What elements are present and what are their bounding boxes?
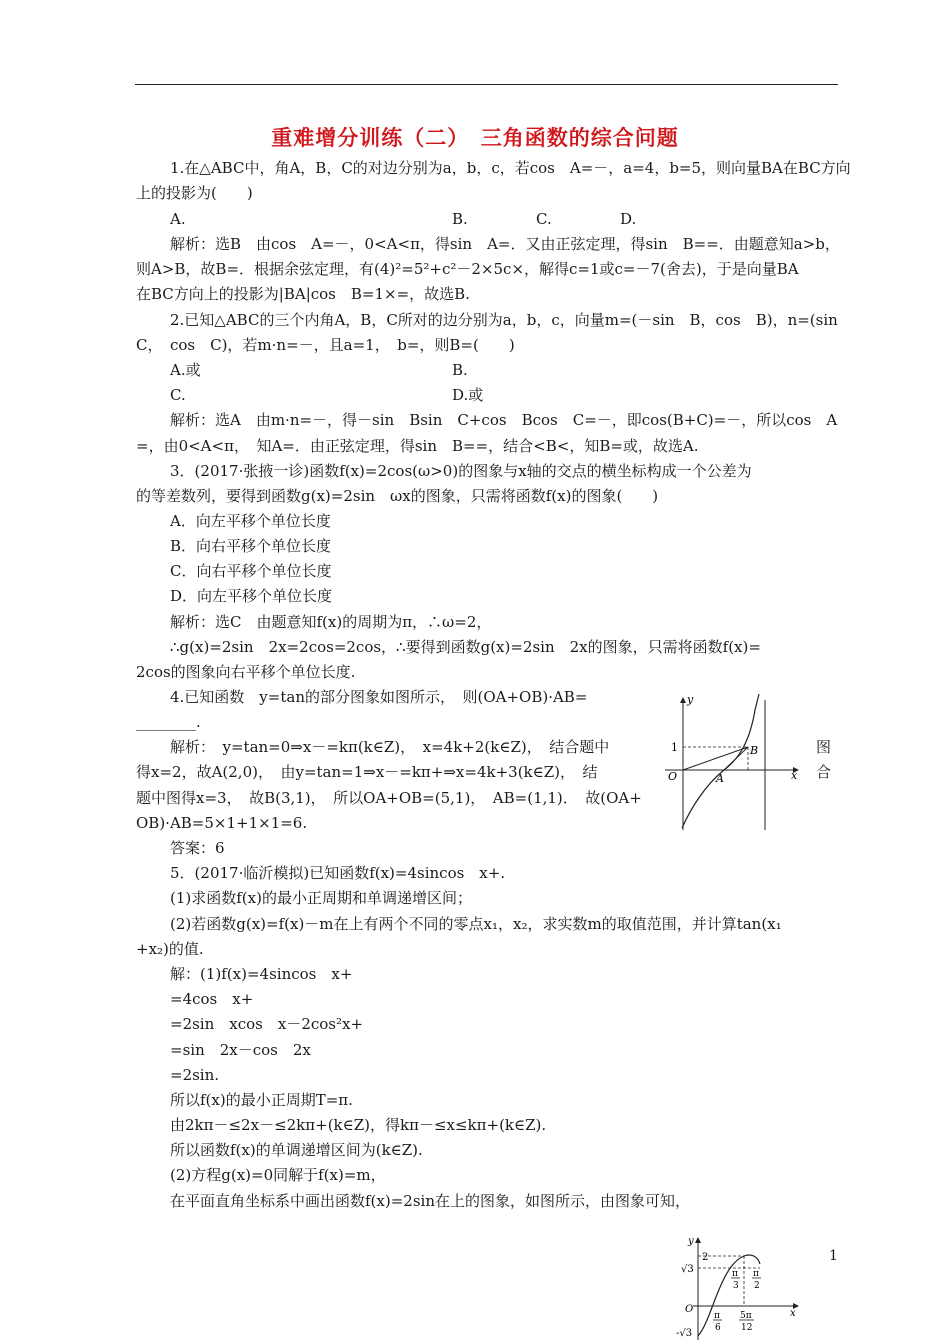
text-line: 4.已知函数 y=tan的部分图象如图所示， 则(OA+OB)·AB= bbox=[170, 688, 588, 706]
text-line: A．向左平移个单位长度 bbox=[170, 512, 331, 530]
text-line: 的等差数列，要得到函数g(x)=2sin ωx的图象，只需将函数f(x)的图象( ) bbox=[136, 487, 659, 505]
text-line: B. bbox=[452, 361, 468, 379]
text-line: 3．(2017·张掖一诊)函数f(x)=2cos(ω>0)的图象与x轴的交点的横坐标构成一个公差为 bbox=[170, 462, 752, 480]
tick-pi-over-6-den: 6 bbox=[715, 1323, 721, 1333]
text-line: C. bbox=[170, 386, 186, 404]
text-line: D．向左平移个单位长度 bbox=[170, 587, 333, 605]
tan-curve bbox=[682, 694, 759, 828]
page-title: 重难增分训练（二） 三角函数的综合问题 bbox=[271, 126, 679, 150]
y-axis-label: y bbox=[688, 1236, 694, 1247]
text-line: 解析： y=tan=0⇒x－=kπ(k∈Z)， x=4k+2(k∈Z)， 结合题中 bbox=[170, 738, 610, 756]
text-line: 解析：选A 由m·n=－，得－sin Bsin C+cos Bcos C=－，即cos(B+C)=－，所以cos A bbox=[170, 411, 838, 429]
text-line: A. bbox=[170, 210, 186, 228]
text-line: D.或 bbox=[452, 386, 484, 404]
text-line: C. bbox=[536, 210, 552, 228]
text-line: =，由0<A<π， 知A=．由正弦定理，得sin B==，结合<B<，知B=或，故选A. bbox=[136, 437, 699, 455]
sine-graph-figure bbox=[668, 1232, 803, 1342]
text-line: 由2kπ－≤2x－≤2kπ+(k∈Z)，得kπ－≤x≤kπ+(k∈Z). bbox=[170, 1116, 547, 1134]
text-line: 在BC方向上的投影为|BA|cos B=1×=，故选B. bbox=[136, 285, 470, 303]
text-line: 上的投影为( ) bbox=[136, 184, 253, 202]
text-line: 1.在△ABC中，角A，B，C的对边分别为a，b，c，若cos A=－，a=4，b=5，则向量BA在BC方向 bbox=[170, 159, 851, 177]
tick-two-label: 2 bbox=[702, 1252, 709, 1263]
tick-pi-over-3-num: π bbox=[732, 1269, 738, 1279]
text-line: =2sin xcos x－2cos²x+ bbox=[170, 1015, 364, 1033]
tan-graph-figure bbox=[660, 690, 805, 835]
header-rule bbox=[135, 84, 838, 85]
text-line: C．向右平移个单位长度 bbox=[170, 562, 332, 580]
text-line: C， cos C)，若m·n=－，且a=1， b=，则B=( ) bbox=[136, 336, 515, 354]
tick-neg-sqrt3-label: -√3 bbox=[676, 1328, 693, 1339]
text-line: (2)若函数g(x)=f(x)－m在上有两个不同的零点x₁，x₂，求实数m的取值范围，并计算tan(x₁ bbox=[170, 915, 782, 933]
text-line: B. bbox=[452, 210, 468, 228]
tick-pi-over-6-num: π bbox=[714, 1311, 720, 1321]
text-line: 所以函数f(x)的单调递增区间为(k∈Z). bbox=[170, 1141, 423, 1159]
tick-pi-over-2-den: 2 bbox=[754, 1281, 760, 1291]
tick-one-label: 1 bbox=[671, 741, 678, 754]
text-line: +x₂)的值. bbox=[136, 940, 204, 958]
text-line: (1)求函数f(x)的最小正周期和单调递增区间； bbox=[170, 889, 472, 907]
text-line: (2)方程g(x)=0同解于f(x)=m， bbox=[170, 1166, 386, 1184]
tick-sqrt3-label: √3 bbox=[681, 1264, 694, 1275]
text-line: 5．(2017·临沂模拟)已知函数f(x)=4sincos x+. bbox=[170, 864, 506, 882]
point-B-label: B bbox=[750, 744, 759, 757]
origin-label: O bbox=[685, 1304, 694, 1315]
text-line: 则A>B，故B=．根据余弦定理，有(4)²=5²+c²－2×5c×，解得c=1或c=－7(舍去)，于是向量BA bbox=[136, 260, 799, 278]
origin-label: O bbox=[668, 770, 678, 783]
text-line: ∴g(x)=2sin 2x=2cos=2cos，∴要得到函数g(x)=2sin 2x的图象，只需将函数f(x)= bbox=[170, 638, 761, 656]
text-line: 题中图得x=3， 故B(3,1)， 所以OA+OB=(5,1)， AB=(1,1)． 故(OA+ bbox=[136, 789, 642, 807]
text-line: 解：(1)f(x)=4sincos x+ bbox=[170, 965, 353, 983]
x-axis-label: x bbox=[790, 1308, 796, 1319]
segment-AB bbox=[724, 747, 748, 770]
tick-pi-over-2-num: π bbox=[753, 1269, 759, 1279]
figure-side-char-1: 图 bbox=[816, 738, 832, 756]
text-line: =2sin. bbox=[170, 1066, 220, 1084]
text-line: 2cos的图象向右平移个单位长度. bbox=[136, 663, 356, 681]
text-line: 解析：选C 由题意知f(x)的周期为π，∴ω=2， bbox=[170, 613, 492, 631]
text-line: 得x=2，故A(2,0)， 由y=tan=1⇒x－=kπ+⇒x=4k+3(k∈Z)， 结 bbox=[136, 763, 598, 781]
text-line: =sin 2x－cos 2x bbox=[170, 1041, 311, 1059]
text-line: 所以f(x)的最小正周期T=π. bbox=[170, 1091, 353, 1109]
text-line: D. bbox=[620, 210, 637, 228]
page-number: 1 bbox=[829, 1248, 838, 1264]
tick-5pi-over-12-den: 12 bbox=[741, 1323, 753, 1333]
text-line: =4cos x+ bbox=[170, 990, 254, 1008]
text-line: A.或 bbox=[170, 361, 201, 379]
segment-OB bbox=[683, 747, 748, 770]
text-line: 在平面直角坐标系中画出函数f(x)=2sin在上的图象，如图所示，由图象可知， bbox=[170, 1192, 690, 1210]
y-axis-label: y bbox=[687, 693, 694, 706]
tick-pi-over-3-den: 3 bbox=[733, 1281, 739, 1291]
figure-side-char-2: 合 bbox=[816, 763, 832, 781]
tick-5pi-over-12-num: 5π bbox=[740, 1311, 752, 1321]
text-line: 2.已知△ABC的三个内角A，B，C所对的边分别为a，b，c，向量m=(－sin B，cos B)，n=(sin bbox=[170, 311, 838, 329]
text-line: 解析：选B 由cos A=－，0<A<π，得sin A=．又由正弦定理，得sin B==．由题意知a>b， bbox=[170, 235, 840, 253]
text-line: B．向右平移个单位长度 bbox=[170, 537, 332, 555]
text-line: ________. bbox=[136, 713, 201, 731]
text-line: 答案：6 bbox=[170, 839, 225, 857]
x-axis-label: x bbox=[791, 769, 798, 782]
point-A-label: A bbox=[716, 772, 724, 785]
text-line: OB)·AB=5×1+1×1=6. bbox=[136, 814, 308, 832]
